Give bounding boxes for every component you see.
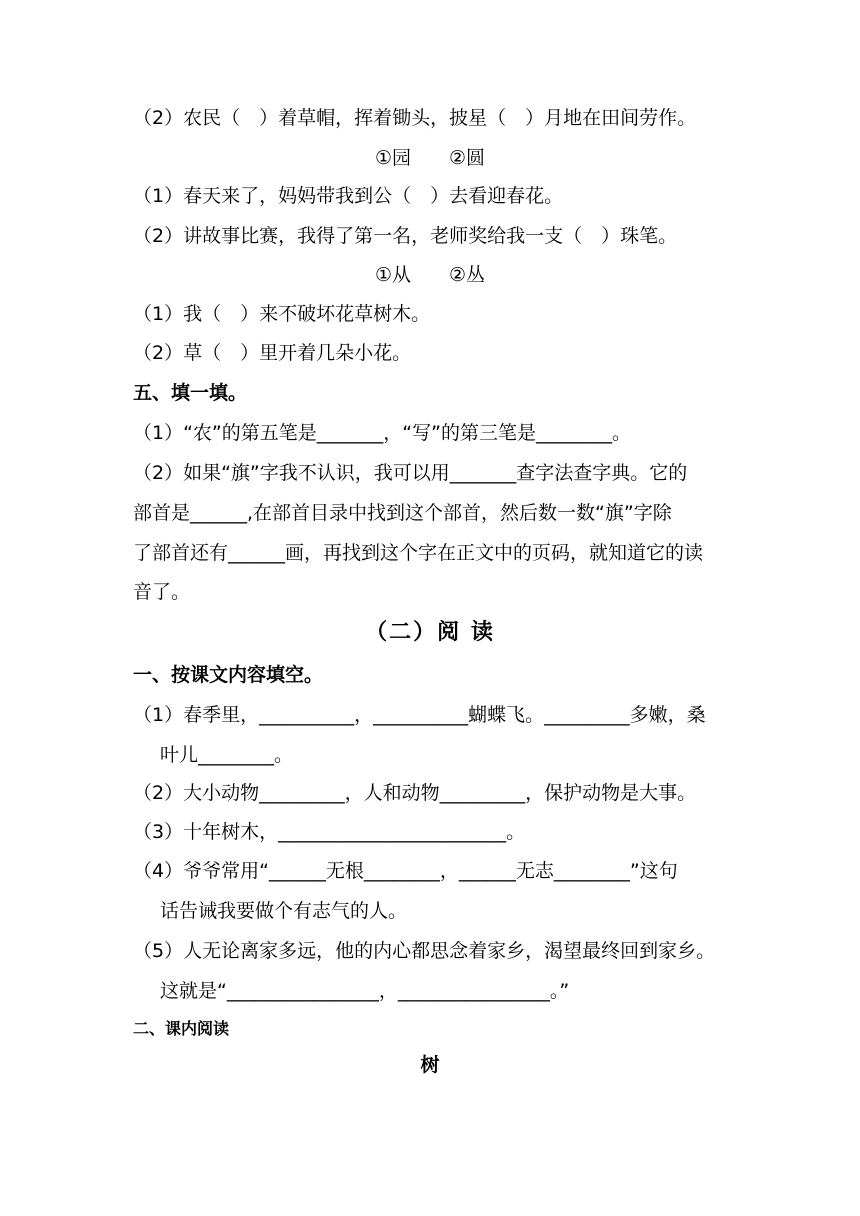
section-heading: 一、按课文内容填空。 — [133, 664, 324, 686]
question-line: 叶儿________。 — [160, 744, 294, 766]
question-line: （2）农民（ ）着草帽，挥着锄头，披星（ ）月地在田间劳作。 — [133, 107, 697, 129]
reading-title: 树 — [420, 1054, 440, 1076]
question-line: （2）讲故事比赛，我得了第一名，老师奖给我一支（ ）珠笔。 — [133, 225, 678, 247]
question-line: （3）十年树木，________________________。 — [133, 821, 526, 843]
part-title: （二）阅 读 — [365, 620, 495, 645]
question-line: （2）如果“旗”字我不认识，我可以用_______查字法查字典。它的 — [133, 462, 688, 484]
question-line: 了部首还有______画，再找到这个字在正文中的页码，就知道它的读 — [133, 542, 704, 564]
question-line: （1）春天来了，妈妈带我到公（ ）去看迎春花。 — [133, 185, 564, 207]
question-line: （1）春季里，__________，__________蝴蝶飞。_________多嫩，桑 — [133, 704, 706, 726]
section-heading: 二、课内阅读 — [133, 1019, 230, 1038]
question-line: （2）草（ ）里开着几朵小花。 — [133, 342, 412, 364]
question-line: 这就是“________________，________________。” — [160, 980, 570, 1002]
question-line: （4）爷爷常用“______无根________，______无志________”这句 — [133, 860, 678, 882]
section-heading: 五、填一填。 — [133, 382, 248, 404]
question-line: 音了。 — [133, 581, 191, 603]
options-line: ①园 ②圆 — [374, 147, 486, 169]
question-line: 部首是______,在部首目录中找到这个部首，然后数一数“旗”字除 — [133, 502, 672, 524]
question-line: （5）人无论离家多远，他的内心都思念着家乡，渴望最终回到家乡。 — [133, 940, 716, 962]
question-line: （1）“农”的第五笔是_______，“写”的第三笔是________。 — [133, 422, 631, 444]
question-line: （2）大小动物_________，人和动物_________，保护动物是大事。 — [133, 782, 697, 804]
question-line: （1）我（ ）来不破坏花草树木。 — [133, 303, 431, 325]
options-line: ①从 ②丛 — [374, 264, 486, 286]
question-line: 话告诫我要做个有志气的人。 — [160, 900, 408, 922]
